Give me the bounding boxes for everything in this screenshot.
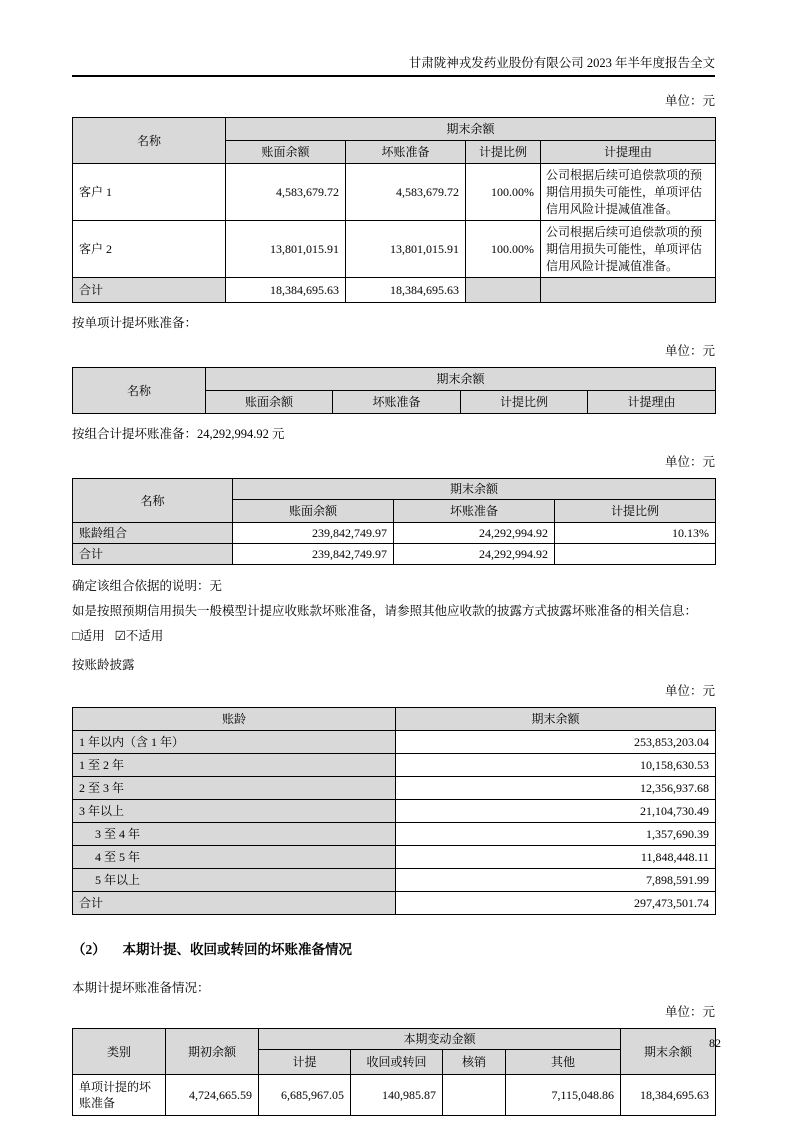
cell-total-bad-debt: 18,384,695.63 [346,278,466,303]
col-header-book-balance: 账面余额 [233,500,394,523]
table-row [73,823,716,846]
table-aging [72,707,716,915]
col-header-book-balance: 账面余额 [206,391,333,414]
cell-bad-debt: 13,801,015.91 [346,221,466,278]
note-by-item: 按单项计提坏账准备： [72,316,198,330]
table-row [73,164,716,221]
section-number: （2） [72,942,106,957]
cell-empty [541,278,716,303]
note-by-group: 按组合计提坏账准备：24,292,994.92 元 [72,427,285,441]
table-row [73,777,716,800]
col-header-other: 其他 [506,1050,621,1075]
cell-reason: 公司根据后续可追偿款项的预期信用损失可能性，单项评估信用风险计提减值准备。 [541,221,716,278]
col-header-aging: 账龄 [73,708,396,731]
table-by-item-empty [72,367,716,414]
col-header-ratio: 计提比例 [461,391,588,414]
cell-aging-value: 1,357,690.39 [396,823,716,846]
cell-aging-label: 1 年以内（含 1 年） [73,731,396,754]
col-header-period-end: 期末余额 [226,118,716,141]
cell-aging-label: 3 至 4 年 [73,823,396,846]
table-row [73,523,716,544]
table-total-row [73,892,716,915]
applicability-row [72,628,715,644]
cell-empty [555,544,716,565]
cell-reason: 公司根据后续可追偿款项的预期信用损失可能性，单项评估信用风险计提减值准备。 [541,164,716,221]
note-group-basis: 确定该组合依据的说明：无 [72,579,223,593]
col-header-book-balance: 账面余额 [226,141,346,164]
col-header-category: 类别 [73,1029,166,1075]
table-group-provision [72,478,716,565]
table-row [73,731,716,754]
cell-aging-label: 3 年以上 [73,800,396,823]
cell-aging-value: 253,853,203.04 [396,731,716,754]
table-row [73,221,716,278]
note-by-aging: 按账龄披露 [72,658,135,672]
checkbox-not-applicable-label: 不适用 [125,629,164,643]
note-ecl-model: 如是按照预期信用损失一般模型计提应收账款坏账准备，请参照其他应收款的披露方式披露坏账准备的相关信息： [72,604,698,618]
unit-label: 单位：元 [664,684,715,698]
note-current-provision: 本期计提坏账准备情况： [72,981,210,995]
checkbox-unchecked-icon: □ [72,629,80,643]
col-header-name: 名称 [73,479,233,523]
unit-label: 单位：元 [664,344,715,358]
cell-group-name: 账龄组合 [73,523,233,544]
col-header-bad-debt: 坏账准备 [394,500,555,523]
cell-aging-value: 10,158,630.53 [396,754,716,777]
table-header-row [73,479,716,500]
col-header-ratio: 计提比例 [555,500,716,523]
col-header-period-end: 期末余额 [396,708,716,731]
col-header-opening: 期初余额 [166,1029,259,1075]
section-heading [72,941,715,959]
section-title: 本期计提、收回或转回的坏账准备情况 [122,942,352,957]
cell-ratio: 100.00% [466,221,541,278]
table-total-row [73,278,716,303]
table-total-row [73,544,716,565]
page-number: 82 [709,1036,721,1050]
cell-book-balance: 13,801,015.91 [226,221,346,278]
cell-empty [466,278,541,303]
cell-bad-debt: 24,292,994.92 [394,523,555,544]
cell-aging-label: 5 年以上 [73,869,396,892]
checkbox-applicable-label: 适用 [79,629,105,643]
cell-aging-label: 4 至 5 年 [73,846,396,869]
cell-aging-value: 7,898,591.99 [396,869,716,892]
cell-total-label: 合计 [73,892,396,915]
table-period-changes [72,1028,716,1116]
cell-total-label: 合计 [73,278,226,303]
cell-bad-debt: 4,583,679.72 [346,164,466,221]
checkbox-checked-icon: ☑ [114,629,126,643]
cell-category: 单项计提的坏账准备 [73,1075,166,1116]
cell-aging-value: 21,104,730.49 [396,800,716,823]
header-divider [72,75,715,77]
report-header-title: 甘肃陇神戎发药业股份有限公司 2023 年半年度报告全文 [408,56,715,70]
table-row [73,846,716,869]
cell-opening: 4,724,665.59 [166,1075,259,1116]
cell-total-bad-debt: 24,292,994.92 [394,544,555,565]
cell-recovered: 140,985.87 [351,1075,443,1116]
unit-label: 单位：元 [664,94,715,108]
col-header-recovered: 收回或转回 [351,1050,443,1075]
cell-customer-name: 客户 1 [73,164,226,221]
cell-ratio: 10.13% [555,523,716,544]
col-header-period-end: 期末余额 [233,479,716,500]
cell-writeoff [443,1075,506,1116]
cell-ratio: 100.00% [466,164,541,221]
cell-aging-value: 12,356,937.68 [396,777,716,800]
table-header-row [73,708,716,731]
col-header-reason: 计提理由 [541,141,716,164]
table-header-row [73,1029,716,1050]
table-header-row [73,368,716,391]
col-header-writeoff: 核销 [443,1050,506,1075]
unit-label: 单位：元 [664,1005,715,1019]
col-header-provision: 计提 [259,1050,351,1075]
cell-total-book-balance: 18,384,695.63 [226,278,346,303]
cell-total-label: 合计 [73,544,233,565]
table-header-row [73,118,716,141]
col-header-change: 本期变动金额 [259,1029,621,1050]
col-header-ratio: 计提比例 [466,141,541,164]
col-header-name: 名称 [73,118,226,164]
cell-book-balance: 239,842,749.97 [233,523,394,544]
col-header-bad-debt: 坏账准备 [346,141,466,164]
cell-total-book-balance: 239,842,749.97 [233,544,394,565]
col-header-closing: 期末余额 [621,1029,716,1075]
cell-aging-label: 1 至 2 年 [73,754,396,777]
col-header-reason: 计提理由 [588,391,716,414]
cell-customer-name: 客户 2 [73,221,226,278]
col-header-name: 名称 [73,368,206,414]
table-row [73,800,716,823]
table-row [73,1075,716,1116]
cell-other: 7,115,048.86 [506,1075,621,1116]
cell-aging-value: 11,848,448.11 [396,846,716,869]
cell-book-balance: 4,583,679.72 [226,164,346,221]
table-row [73,869,716,892]
cell-aging-label: 2 至 3 年 [73,777,396,800]
unit-label: 单位：元 [664,455,715,469]
cell-closing: 18,384,695.63 [621,1075,716,1116]
cell-provision: 6,685,967.05 [259,1075,351,1116]
table-row [73,754,716,777]
col-header-bad-debt: 坏账准备 [333,391,461,414]
cell-total-value: 297,473,501.74 [396,892,716,915]
col-header-period-end: 期末余额 [206,368,716,391]
table-individual-provision [72,117,716,303]
